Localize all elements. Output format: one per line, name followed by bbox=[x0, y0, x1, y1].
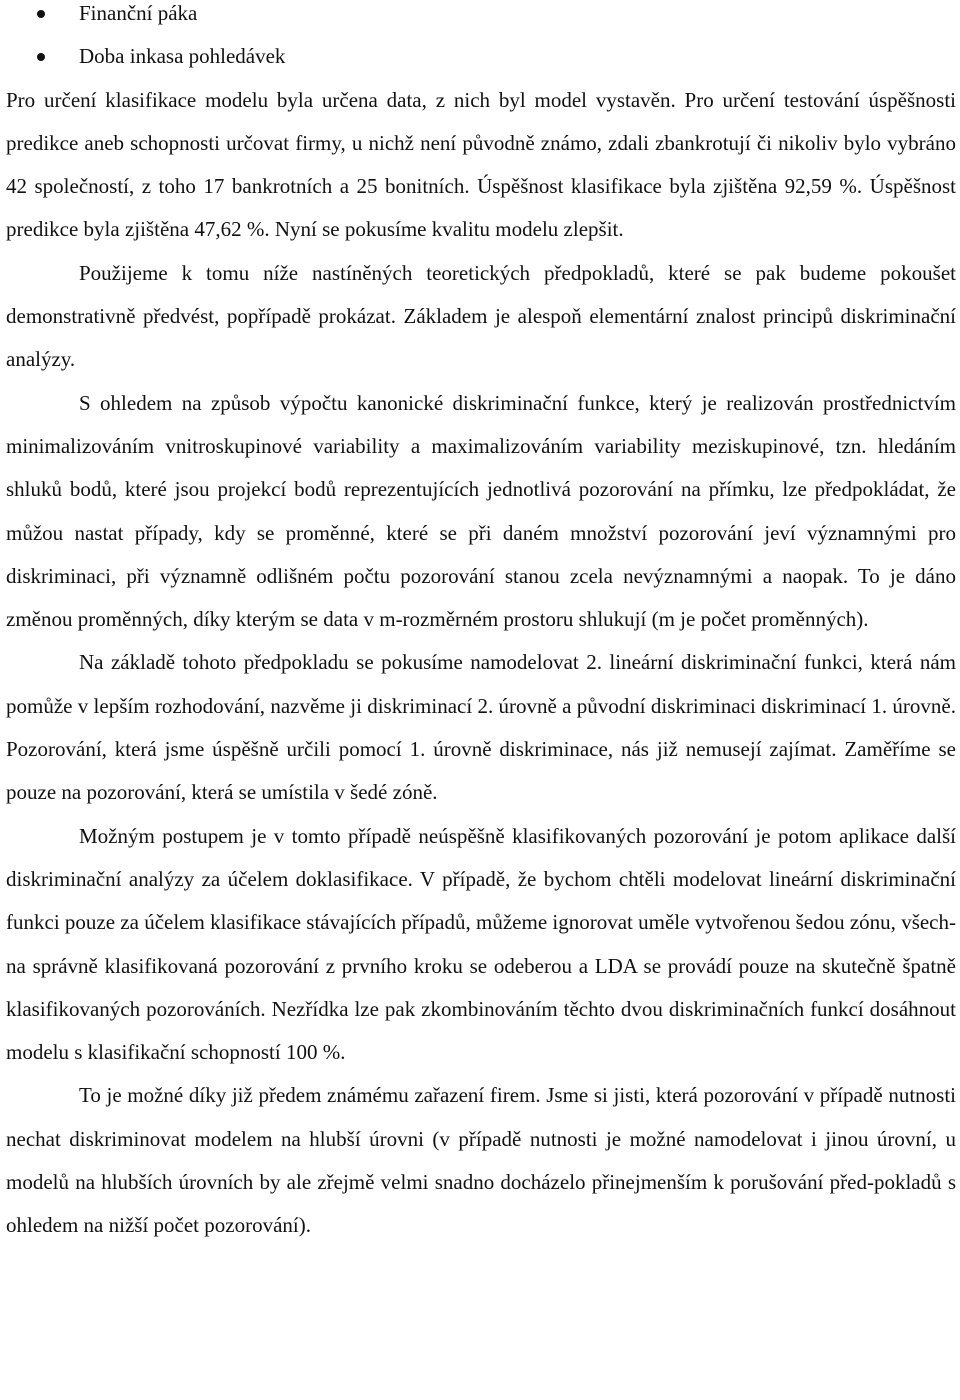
bullet-item bbox=[6, 35, 956, 78]
bullet-dot-icon bbox=[37, 10, 45, 18]
paragraph: Na základě tohoto předpokladu se pokusíme namodelovat 2. lineární diskriminační funkci, která nám pomůže v lepším rozhodování, nazvěme ji diskriminací 2. úrovně a původní diskriminaci diskriminací 1. úrovně. Pozorování, která jsme úspěšně určili pomocí 1. úrovně diskriminace, nás již nemusejí zajímat. Zaměříme se pouze na pozorování, která se umístila v šedé zóně. bbox=[6, 650, 956, 805]
paragraph: Možným postupem je v tomto případě neúspěšně klasifikovaných pozorování je potom aplikace další diskriminační analýzy za účelem doklasifikace. V případě, že bychom chtěli modelovat lineární diskriminační funkci pouze za účelem klasifikace stávajících případů, můžeme ignorovat uměle vytvořenou šedou zónu, všech-na správně klasifikovaná pozorování z prvního kroku se odeberou a LDA se provádí pouze na skutečně špatně klasifikovaných pozorováních. Nezřídka lze pak zkombinováním těchto dvou diskriminačních funkcí dosáhnout modelu s klasifikační schopností 100 %. bbox=[6, 823, 956, 1065]
bullet-text: Doba inkasa pohledávek bbox=[79, 44, 286, 69]
document-page bbox=[6, 0, 956, 1248]
paragraph: Použijeme k tomu níže nastíněných teoretických předpokladů, které se pak budeme pokoušet demonstrativně předvést, popřípadě prokázat. Základem je alespoň elementární znalost principů diskriminační analýzy. bbox=[6, 260, 956, 372]
bullet-text: Finanční páka bbox=[79, 1, 198, 25]
bullet-list bbox=[6, 0, 956, 79]
paragraph: Pro určení klasifikace modelu byla určena data, z nich byl model vystavěn. Pro určení testování úspěšnosti predikce aneb schopnosti určovat firmy, u nichž není původně známo, zdali zbankrotují či nikoliv bylo vybráno 42 společností, z toho 17 bankrotních a 25 bonitních. Úspěšnost klasifikace byla zjištěna 92,59 %. Úspěšnost predikce byla zjištěna 47,62 %. Nyní se pokusíme kvalitu modelu zlepšit. bbox=[6, 87, 956, 242]
bullet-item bbox=[6, 0, 956, 35]
paragraph: To je možné díky již předem známému zařazení firem. Jsme si jisti, která pozorování v případě nutnosti nechat diskriminovat modelem na hlubší úrovni (v případě nutnosti je možné namodelovat i jinou úrovní, u modelů na hlubších úrovních by ale zřejmě velmi snadno docházelo přinejmenším k porušování před-pokladů s ohledem na nižší počet pozorování). bbox=[6, 1083, 956, 1238]
bullet-dot-icon bbox=[37, 53, 45, 61]
paragraph: S ohledem na způsob výpočtu kanonické diskriminační funkce, který je realizován prostřednictvím minimalizováním vnitroskupinové variability a maximalizováním variability meziskupinové, tzn. hledáním shluků bodů, které jsou projekcí bodů reprezentujících jednotlivá pozorování na přímku, lze předpokládat, že můžou nastat případy, kdy se proměnné, které se při daném množství pozorování jeví významnými pro diskriminaci, při významně odlišném počtu pozorování stanou zcela nevýznamnými a naopak. To je dáno změnou proměnných, díky kterým se data v m-rozměrném prostoru shlukují (m je počet proměnných). bbox=[6, 390, 956, 632]
